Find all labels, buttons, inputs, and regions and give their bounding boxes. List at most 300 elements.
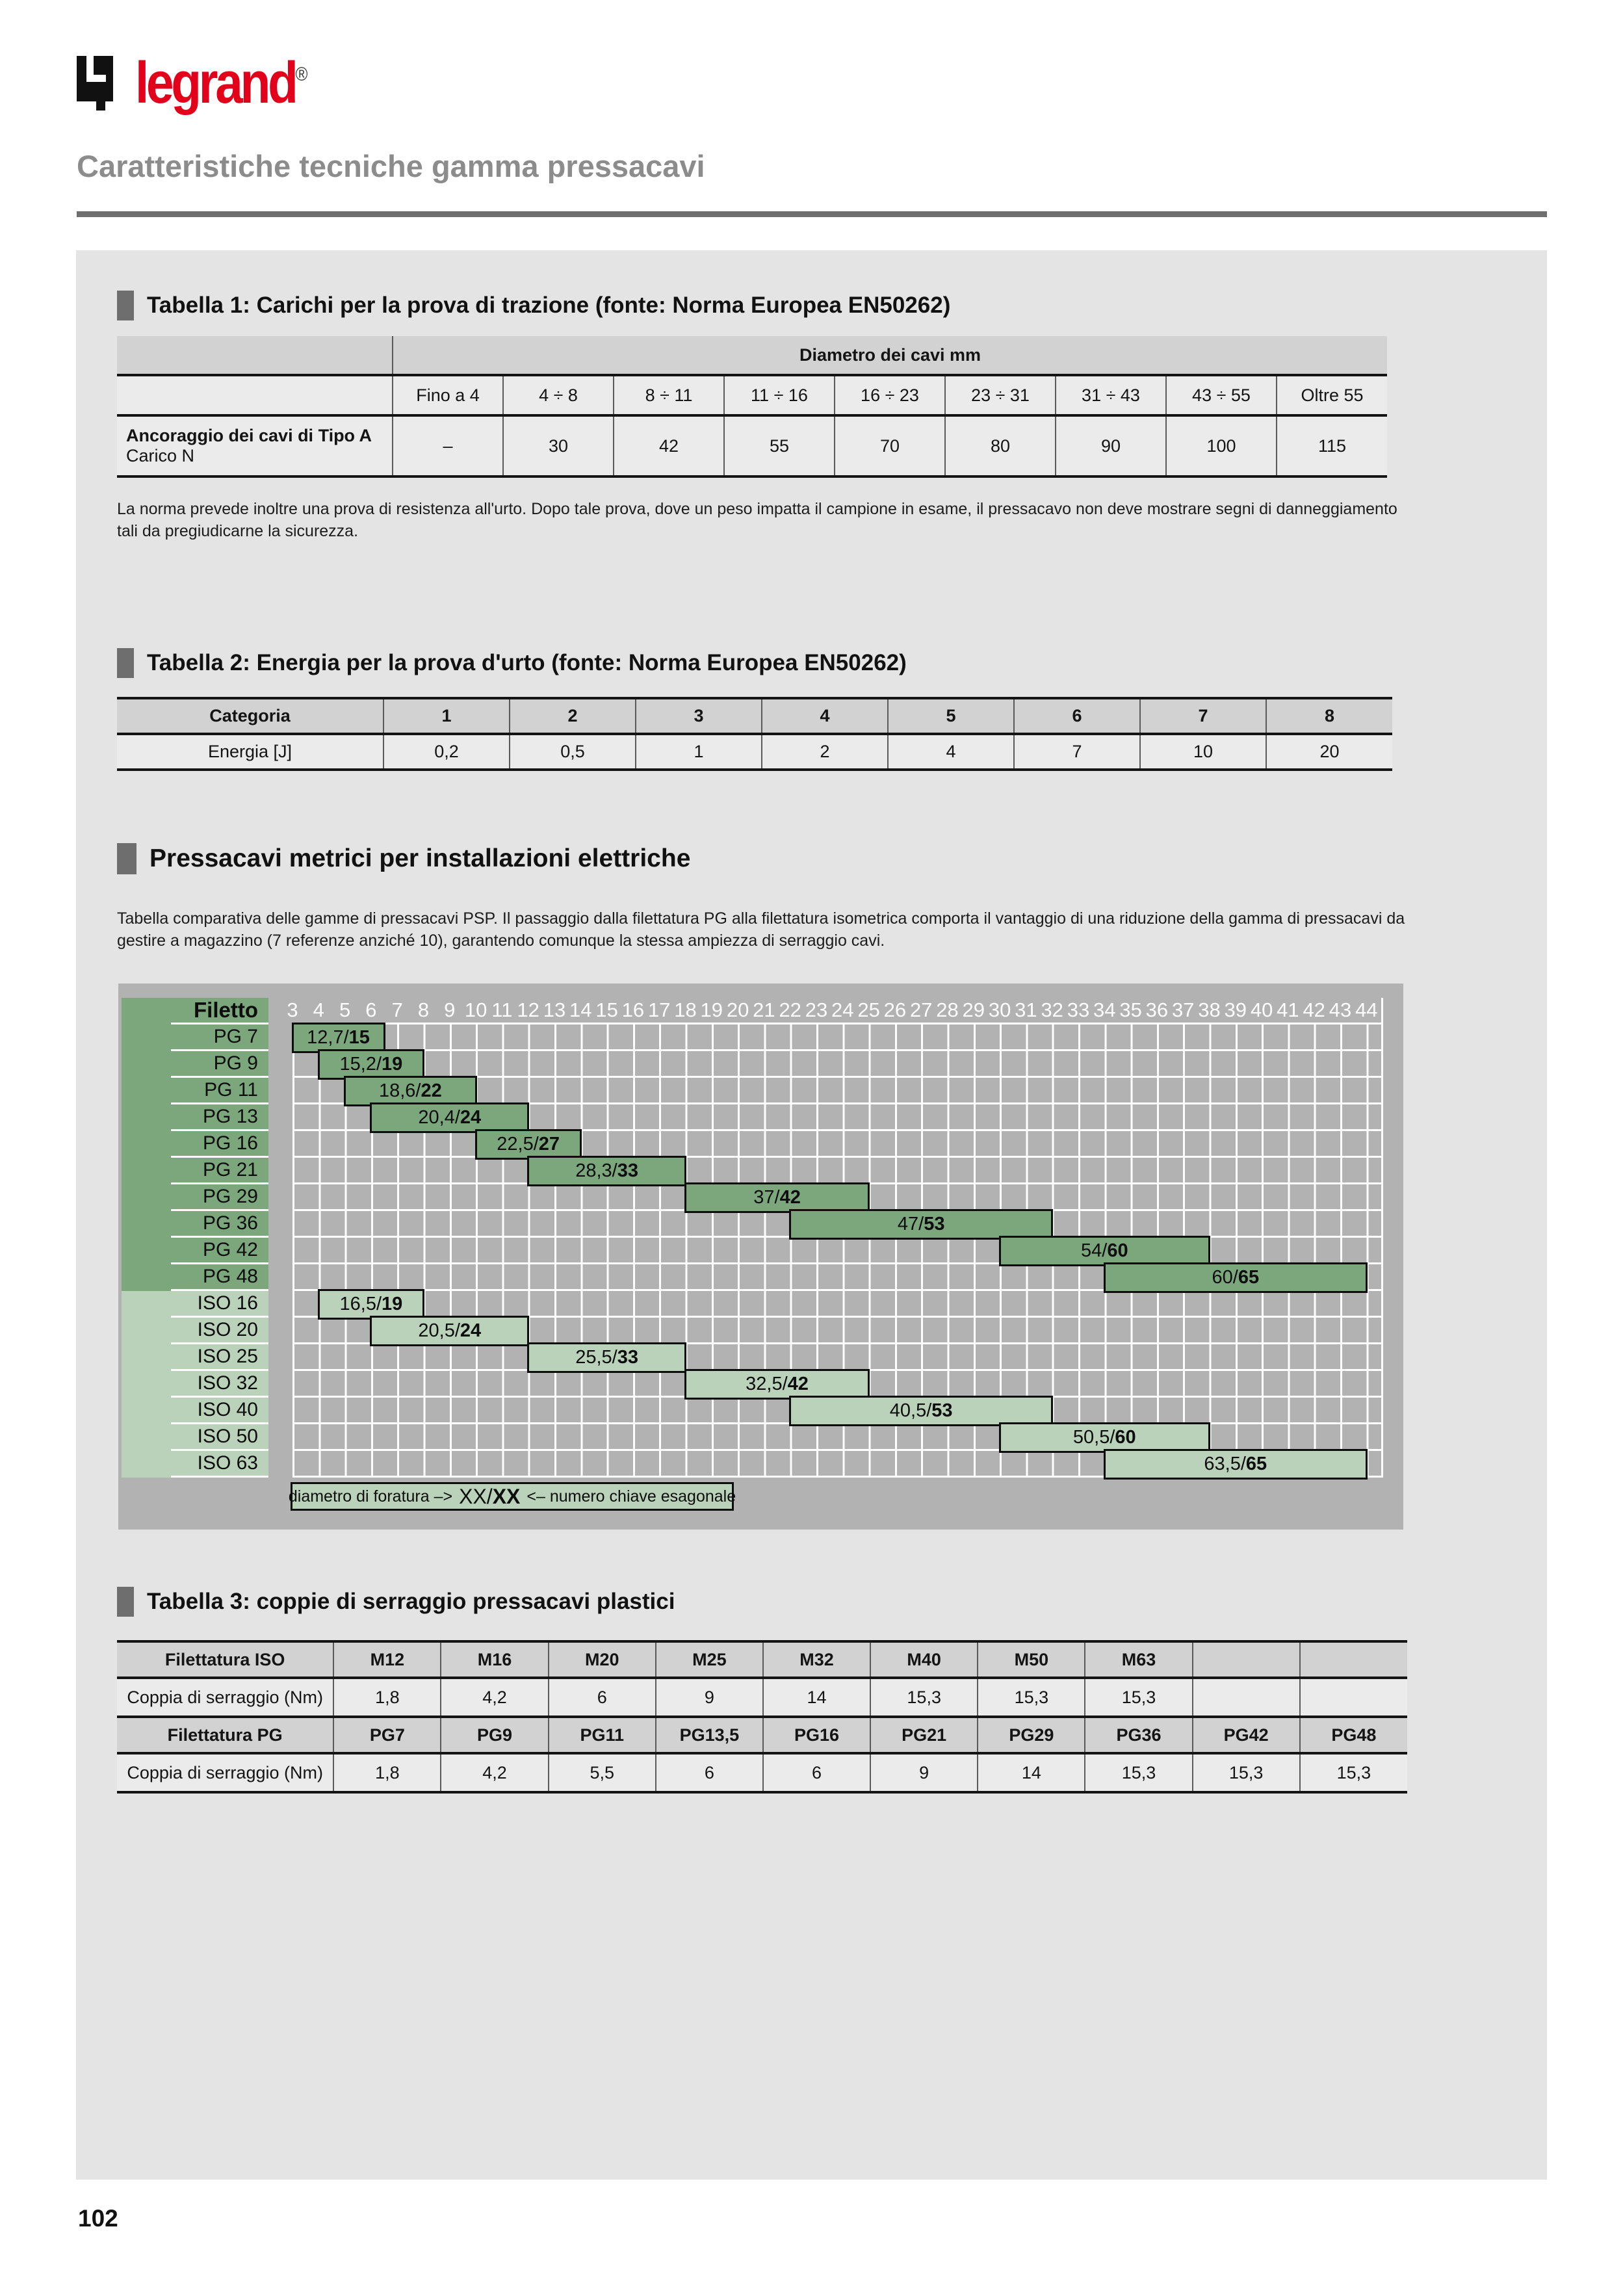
chart-row: [122, 1371, 1383, 1398]
chart-grid: [292, 1371, 1383, 1398]
table-row: [117, 698, 1392, 734]
x-tick: 26: [883, 998, 907, 1021]
chart-row-label: PG 9: [171, 1051, 268, 1078]
x-tick: 8: [417, 998, 430, 1021]
chart-gap: [268, 1264, 292, 1291]
t2-col-header: 3: [636, 698, 762, 734]
chart-row: [122, 1104, 1383, 1131]
chart-row-label: PG 48: [171, 1264, 268, 1291]
chart-row-label-cell: [122, 1264, 268, 1291]
chart-row-label-cell: [122, 1024, 268, 1051]
t2-col-header: 5: [888, 698, 1014, 734]
chart-row: [122, 1264, 1383, 1291]
t3-iso-col-header: M20: [549, 1641, 656, 1678]
bar-hole-diameter: 22,5/: [497, 1134, 539, 1155]
t2-cell: 2: [762, 734, 888, 770]
t2-cell: 20: [1266, 734, 1392, 770]
content-panel: [76, 250, 1547, 2180]
bar-hex-key: 15: [348, 1027, 370, 1048]
bar-hex-key: 53: [931, 1400, 953, 1421]
t3-iso-cell: 9: [656, 1678, 763, 1717]
chart-grid: [292, 1158, 1383, 1184]
t1-col-header: 43 ÷ 55: [1166, 375, 1277, 415]
range-bar: [1104, 1449, 1368, 1480]
t1-row-label-bold: Ancoraggio dei cavi di Tipo A: [126, 426, 372, 445]
t3-pg-cell: 15,3: [1085, 1753, 1192, 1792]
legend-prefix: diametro di foratura –>: [288, 1487, 453, 1506]
bar-hex-key: 33: [617, 1160, 638, 1181]
table-row: [117, 1678, 1407, 1717]
chart-row-label: PG 11: [171, 1078, 268, 1104]
range-bar: [684, 1369, 870, 1400]
chart-gap: [268, 1238, 292, 1264]
bar-hole-diameter: 40,5/: [889, 1400, 932, 1421]
t1-row-label: [117, 415, 393, 476]
chart-row-label-cell: [122, 1158, 268, 1184]
chart-grid: [292, 1184, 1383, 1211]
x-tick: 24: [831, 998, 854, 1021]
bar-hole-diameter: 16,5/: [339, 1294, 382, 1314]
x-tick: 41: [1277, 998, 1299, 1021]
t1-group-header: Diametro dei cavi mm: [393, 336, 1387, 375]
t3-pg-col-header: PG21: [870, 1717, 978, 1753]
t3-iso-cell: 1,8: [333, 1678, 441, 1717]
bar-hole-diameter: 12,7/: [307, 1027, 349, 1048]
square-bullet-icon: [117, 291, 134, 320]
t3-iso-cell: 15,3: [870, 1678, 978, 1717]
t3-pg-cell: 5,5: [549, 1753, 656, 1792]
x-tick: 11: [491, 998, 513, 1021]
chart-grid: [292, 1291, 1383, 1318]
bar-hole-diameter: 50,5/: [1072, 1427, 1115, 1448]
x-tick: 18: [674, 998, 697, 1021]
x-tick: 17: [647, 998, 671, 1021]
t1-col-header: 31 ÷ 43: [1056, 375, 1166, 415]
t1-cell: 115: [1277, 415, 1387, 476]
x-tick: 33: [1067, 998, 1090, 1021]
square-bullet-icon: [117, 1587, 134, 1617]
thread-range-chart: [118, 984, 1403, 1530]
bar-hole-diameter: 63,5/: [1204, 1454, 1246, 1474]
x-tick: 9: [444, 998, 456, 1021]
chart-grid: [292, 1398, 1383, 1424]
chart-grid: [292, 1424, 1383, 1451]
page-number: 102: [78, 2205, 118, 2232]
chart-gap: [268, 1211, 292, 1238]
bar-hex-key: 65: [1245, 1454, 1267, 1474]
x-axis: [287, 998, 1383, 1024]
bar-hex-key: 24: [460, 1320, 482, 1341]
t1-col-header: Oltre 55: [1277, 375, 1387, 415]
t2-col-header: 4: [762, 698, 888, 734]
bar-hole-diameter: 25,5/: [575, 1347, 617, 1368]
t1-col-header: 23 ÷ 31: [945, 375, 1056, 415]
t3-pg-col-header: PG42: [1193, 1717, 1300, 1753]
chart-row-label: ISO 20: [171, 1318, 268, 1344]
bar-hex-key: 33: [617, 1347, 638, 1368]
x-tick: 19: [700, 998, 723, 1021]
x-tick: 44: [1355, 998, 1378, 1021]
chart-row-label-cell: [122, 1051, 268, 1078]
t3-pg-col-header: PG13,5: [656, 1717, 763, 1753]
chart-grid: [292, 1318, 1383, 1344]
page-title: Caratteristiche tecniche gamma pressacavi: [77, 149, 705, 183]
x-tick: 31: [1015, 998, 1037, 1021]
t3-pg-col-header: PG9: [441, 1717, 548, 1753]
x-tick: 6: [365, 998, 377, 1021]
chart-gap: [268, 1371, 292, 1398]
chart-row-label: PG 13: [171, 1104, 268, 1131]
t3-iso-cell: [1193, 1678, 1300, 1717]
x-tick: 37: [1171, 998, 1195, 1021]
chart-rows: [122, 998, 1383, 1478]
chart-grid: [292, 1051, 1383, 1078]
t1-col-header: 4 ÷ 8: [503, 375, 614, 415]
t1-cell: 80: [945, 415, 1056, 476]
t1-cell: 100: [1166, 415, 1277, 476]
chart-row-label-cell: [122, 1371, 268, 1398]
registered-mark: ®: [295, 64, 308, 85]
chart-row-label: PG 42: [171, 1238, 268, 1264]
bar-hole-diameter: 28,3/: [575, 1160, 617, 1181]
range-bar: [527, 1156, 686, 1186]
range-bar: [370, 1316, 529, 1346]
t3-pg-col-header: PG36: [1085, 1717, 1192, 1753]
chart-legend: [288, 1482, 736, 1511]
table1-note: La norma prevede inoltre una prova di resistenza all'urto. Dopo tale prova, dove un peso impatta il campione in esame, il pressacavo non deve mostrare segni di danneggiamento tali da pregiudicarne la sicurezza.: [117, 500, 1397, 540]
chart-row: [122, 1344, 1383, 1371]
chart-grid: [292, 1264, 1383, 1291]
chart-grid: [292, 1451, 1383, 1478]
chart-row-label: PG 7: [171, 1024, 268, 1051]
t2-row2-label: Energia [J]: [117, 734, 383, 770]
chart-row-label-cell: [122, 1398, 268, 1424]
t3-pg-cell: 9: [870, 1753, 978, 1792]
t3-pg-col-header: PG48: [1300, 1717, 1407, 1753]
x-tick: 28: [936, 998, 959, 1021]
chart-row: [122, 1398, 1383, 1424]
chart-grid: [292, 1131, 1383, 1158]
bar-hex-key: 60: [1107, 1240, 1128, 1261]
filetto-label: Filetto: [171, 998, 268, 1024]
x-tick: 25: [857, 998, 880, 1021]
x-tick: 5: [339, 998, 351, 1021]
x-tick: 36: [1145, 998, 1169, 1021]
x-tick: 4: [313, 998, 324, 1021]
chart-grid: [292, 1104, 1383, 1131]
t2-col-header: 7: [1140, 698, 1266, 734]
chart-row: [122, 1211, 1383, 1238]
chart-row-label-cell: [122, 1131, 268, 1158]
t2-cell: 0,5: [510, 734, 636, 770]
range-bar: [344, 1076, 477, 1106]
bar-hole-diameter: 37/: [753, 1187, 780, 1208]
table2-heading: Tabella 2: Energia per la prova d'urto (fonte: Norma Europea EN50262): [117, 648, 907, 678]
chart-gap: [268, 1158, 292, 1184]
range-bar: [318, 1289, 424, 1320]
chart-row: [122, 1451, 1383, 1478]
tightening-torque-table: [117, 1640, 1407, 1794]
t3-iso-col-header: M63: [1085, 1641, 1192, 1678]
t3-iso-cell: 4,2: [441, 1678, 548, 1717]
bar-hole-diameter: 18,6/: [378, 1080, 421, 1101]
chart-row: [122, 1238, 1383, 1264]
chart-row-label: ISO 16: [171, 1291, 268, 1318]
chart-row-label-cell: [122, 1211, 268, 1238]
chart-row: [122, 1291, 1383, 1318]
chart-gap: [268, 1078, 292, 1104]
bar-hex-key: 19: [382, 1054, 403, 1075]
t3-iso-col-header: M50: [978, 1641, 1085, 1678]
range-bar: [475, 1129, 582, 1160]
t3-iso-col-header: [1193, 1641, 1300, 1678]
t2-cell: 10: [1140, 734, 1266, 770]
range-bar: [789, 1209, 1053, 1240]
t3-iso-header-label: Filettatura ISO: [117, 1641, 333, 1678]
chart-row: [122, 1131, 1383, 1158]
x-tick: 27: [909, 998, 933, 1021]
bar-hex-key: 24: [460, 1107, 482, 1128]
bar-hole-diameter: 32,5/: [746, 1374, 788, 1394]
impact-energy-table: [117, 697, 1392, 771]
chart-row-label-cell: [122, 1104, 268, 1131]
bar-hex-key: 42: [787, 1374, 809, 1394]
chart-gap: [268, 1051, 292, 1078]
range-bar: [292, 1023, 385, 1053]
legend-suffix: <– numero chiave esagonale: [526, 1487, 736, 1506]
chart-grid: [292, 1238, 1383, 1264]
t3-iso-cell: 14: [763, 1678, 870, 1717]
x-tick: 29: [962, 998, 985, 1021]
chart-header-row: [122, 998, 1383, 1024]
bar-hole-diameter: 20,4/: [418, 1107, 460, 1128]
chart-gap: [268, 1291, 292, 1318]
chart-row-label: ISO 63: [171, 1451, 268, 1478]
x-tick: 21: [753, 998, 775, 1021]
bar-hex-key: 42: [779, 1187, 801, 1208]
legend-hole-diameter: XX/: [459, 1484, 493, 1508]
chart-grid: [292, 1078, 1383, 1104]
chart-gap: [268, 1344, 292, 1371]
range-bar: [527, 1342, 686, 1373]
table-row: [117, 734, 1392, 770]
legend-hex-key: XX: [492, 1484, 521, 1508]
legrand-logo-icon: [77, 51, 113, 111]
chart-row-label-cell: [122, 1451, 268, 1478]
x-tick: 32: [1041, 998, 1063, 1021]
x-tick: 35: [1119, 998, 1142, 1021]
chart-row: [122, 1024, 1383, 1051]
t3-iso-cell: 6: [549, 1678, 656, 1717]
range-bar: [370, 1102, 529, 1133]
bar-hex-key: 19: [382, 1294, 403, 1314]
chart-row-label-cell: [122, 1238, 268, 1264]
traction-load-table: [117, 336, 1387, 478]
t2-cell: 0,2: [383, 734, 510, 770]
t2-col-header: 2: [510, 698, 636, 734]
t3-iso-col-header: M40: [870, 1641, 978, 1678]
table3-heading: Tabella 3: coppie di serraggio pressacavi plastici: [117, 1587, 675, 1617]
legrand-logo: [77, 51, 338, 116]
x-tick: 20: [726, 998, 749, 1021]
range-bar: [999, 1422, 1210, 1453]
t3-pg-col-header: PG7: [333, 1717, 441, 1753]
t3-pg-cell: 6: [656, 1753, 763, 1792]
chart-gap: [268, 1318, 292, 1344]
t3-pg-row-label: Coppia di serraggio (Nm): [117, 1753, 333, 1792]
legrand-wordmark: legrand®: [135, 51, 308, 116]
x-tick: 12: [517, 998, 539, 1021]
t3-pg-cell: 15,3: [1300, 1753, 1407, 1792]
t3-iso-cell: [1300, 1678, 1407, 1717]
x-tick: 16: [621, 998, 645, 1021]
x-tick: 3: [287, 998, 298, 1021]
bar-hex-key: 22: [421, 1080, 442, 1101]
x-tick: 7: [391, 998, 403, 1021]
x-tick: 23: [805, 998, 828, 1021]
t3-pg-header-label: Filettatura PG: [117, 1717, 333, 1753]
bar-hex-key: 65: [1238, 1267, 1260, 1288]
t2-col-header: 8: [1266, 698, 1392, 734]
table-row: [117, 375, 1387, 415]
t1-cell: 55: [724, 415, 835, 476]
bar-hex-key: 53: [924, 1214, 945, 1234]
chart-gap: [268, 1104, 292, 1131]
chart-row-label: ISO 50: [171, 1424, 268, 1451]
bar-hex-key: 60: [1115, 1427, 1136, 1448]
t2-cell: 4: [888, 734, 1014, 770]
t3-iso-col-header: M25: [656, 1641, 763, 1678]
t1-col-header: 8 ÷ 11: [614, 375, 724, 415]
chart-row: [122, 1078, 1383, 1104]
t1-row-label-sub: Carico N: [126, 446, 195, 465]
chart-row-label-cell: [122, 1291, 268, 1318]
t2-col-header: 1: [383, 698, 510, 734]
t3-pg-cell: 1,8: [333, 1753, 441, 1792]
t1-cell: –: [393, 415, 503, 476]
t3-iso-col-header: [1300, 1641, 1407, 1678]
x-tick: 42: [1303, 998, 1325, 1021]
x-tick: 10: [464, 998, 487, 1021]
t2-cell: 1: [636, 734, 762, 770]
chart-row-label-cell: [122, 1078, 268, 1104]
t3-iso-col-header: M12: [333, 1641, 441, 1678]
t3-iso-cell: 15,3: [1085, 1678, 1192, 1717]
t1-col-header: Fino a 4: [393, 375, 503, 415]
bar-hole-diameter: 60/: [1212, 1267, 1238, 1288]
table-row: [117, 336, 1387, 375]
chart-gap: [268, 1398, 292, 1424]
chart-row: [122, 1158, 1383, 1184]
square-bullet-icon: [117, 648, 134, 678]
square-bullet-icon: [117, 843, 136, 874]
chart-row-label: PG 21: [171, 1158, 268, 1184]
chart-gap: [268, 1424, 292, 1451]
t1-col-header: 11 ÷ 16: [724, 375, 835, 415]
t1-corner-blank: [117, 336, 393, 375]
title-rule: [77, 211, 1547, 217]
x-tick: 15: [595, 998, 618, 1021]
chart-row-label: PG 29: [171, 1184, 268, 1211]
table-row: [117, 415, 1387, 476]
chart-row-label: ISO 25: [171, 1344, 268, 1371]
range-bar: [684, 1182, 870, 1213]
x-tick: 43: [1329, 998, 1352, 1021]
t1-cell: 30: [503, 415, 614, 476]
chart-gap: [268, 1184, 292, 1211]
table-row: [117, 1641, 1407, 1678]
chart-row-label: PG 16: [171, 1131, 268, 1158]
chart-header-label-cell: [122, 998, 268, 1024]
chart-row-label: ISO 40: [171, 1398, 268, 1424]
chart-row-label: ISO 32: [171, 1371, 268, 1398]
t1-col-header: 16 ÷ 23: [835, 375, 945, 415]
t3-pg-cell: 6: [763, 1753, 870, 1792]
bar-hole-diameter: 15,2/: [339, 1054, 382, 1075]
t1-blank: [117, 375, 393, 415]
x-tick: 34: [1093, 998, 1116, 1021]
bar-hole-diameter: 20,5/: [418, 1320, 460, 1341]
chart-row: [122, 1424, 1383, 1451]
chart-grid: [292, 1211, 1383, 1238]
t3-pg-cell: 4,2: [441, 1753, 548, 1792]
range-bar: [789, 1396, 1053, 1426]
t3-pg-col-header: PG16: [763, 1717, 870, 1753]
chart-row: [122, 1051, 1383, 1078]
t3-iso-col-header: M32: [763, 1641, 870, 1678]
x-tick: 14: [569, 998, 592, 1021]
t2-col-header: 6: [1014, 698, 1140, 734]
bar-hole-diameter: 47/: [897, 1214, 924, 1234]
x-tick: 30: [988, 998, 1011, 1021]
x-tick: 39: [1224, 998, 1247, 1021]
x-tick: 38: [1198, 998, 1221, 1021]
t3-iso-cell: 15,3: [978, 1678, 1085, 1717]
t2-cell: 7: [1014, 734, 1140, 770]
t3-iso-col-header: M16: [441, 1641, 548, 1678]
t1-cell: 42: [614, 415, 724, 476]
chart-row: [122, 1318, 1383, 1344]
range-bar: [999, 1236, 1210, 1266]
chart-row-label: PG 36: [171, 1211, 268, 1238]
chart-grid: [292, 1344, 1383, 1371]
t1-cell: 90: [1056, 415, 1166, 476]
chart-gap: [268, 1131, 292, 1158]
t2-row1-label: Categoria: [117, 698, 383, 734]
table1-heading: Tabella 1: Carichi per la prova di trazione (fonte: Norma Europea EN50262): [117, 291, 950, 320]
t3-pg-cell: 15,3: [1193, 1753, 1300, 1792]
t3-iso-row-label: Coppia di serraggio (Nm): [117, 1678, 333, 1717]
t3-pg-col-header: PG11: [549, 1717, 656, 1753]
t1-cell: 70: [835, 415, 945, 476]
bar-hole-diameter: 54/: [1080, 1240, 1108, 1261]
x-tick: 40: [1250, 998, 1273, 1021]
chart-gap: [268, 1451, 292, 1478]
t3-pg-col-header: PG29: [978, 1717, 1085, 1753]
x-tick: 22: [779, 998, 801, 1021]
table-row: [117, 1717, 1407, 1753]
range-bar: [318, 1049, 424, 1080]
chart-row-label-cell: [122, 1344, 268, 1371]
x-tick: 13: [543, 998, 566, 1021]
bar-hex-key: 27: [538, 1134, 560, 1155]
section-paragraph: Tabella comparativa delle gamme di pressacavi PSP. Il passaggio dalla filettatura PG alla filettatura isometrica comporta il vantaggio di una riduzione della gamma di pressacavi da gestire a magazzino (7 referenze anziché 10), garantendo comunque la stessa ampiezza di serraggio cavi.: [117, 909, 1405, 950]
chart-gap: [268, 1024, 292, 1051]
range-bar: [1104, 1262, 1368, 1293]
chart-grid: [292, 1024, 1383, 1051]
chart-row-label-cell: [122, 1318, 268, 1344]
t3-pg-cell: 14: [978, 1753, 1085, 1792]
